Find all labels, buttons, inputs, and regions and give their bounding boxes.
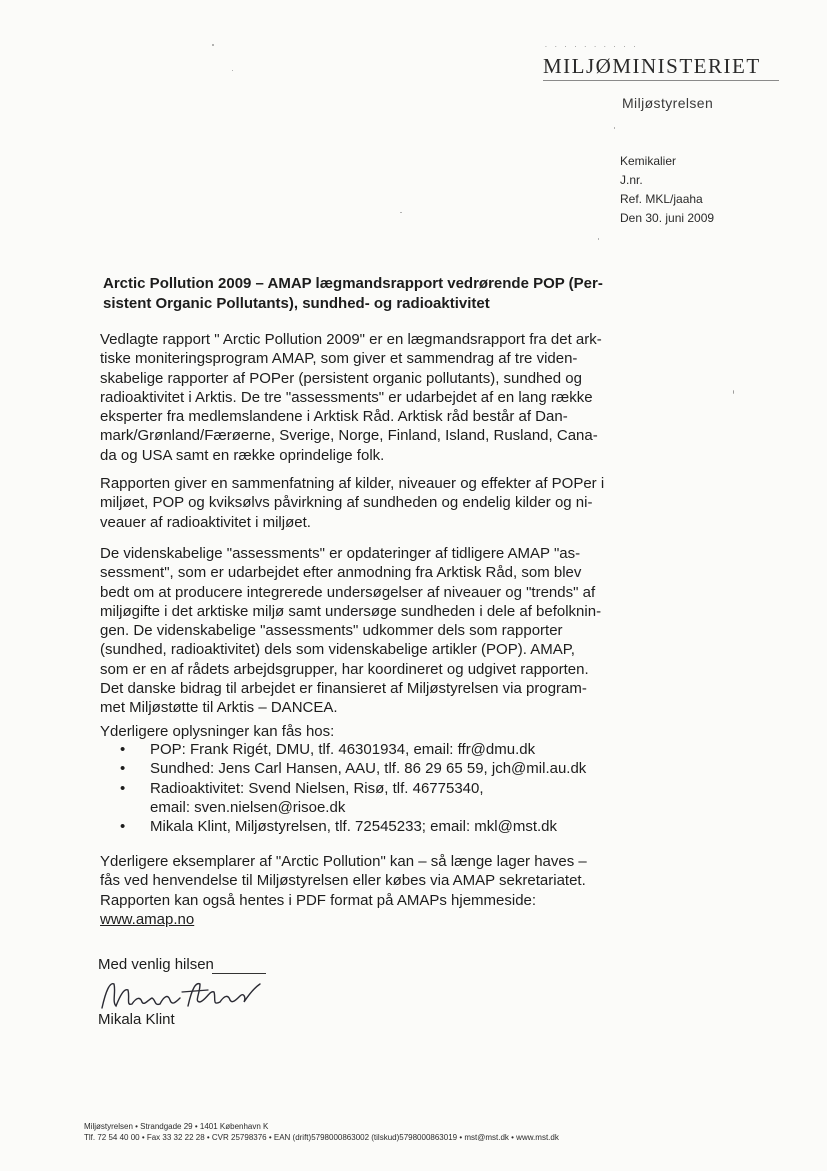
text-line: Rapporten kan også hentes i PDF format på AMAPs hjemmeside: — [100, 891, 537, 909]
text-line: veauer af radioaktivitet i miljøet. — [100, 513, 311, 531]
logo-rule — [543, 80, 779, 81]
paragraph-assessments — [100, 544, 652, 718]
list-item — [120, 759, 660, 778]
footer — [84, 1121, 559, 1143]
text-line: Det danske bidrag til arbejdet er finansieret af Miljøstyrelsen via program- — [100, 680, 587, 698]
signature-line — [212, 973, 266, 974]
text-line: tiske moniteringsprogram AMAP, som giver et sammendrag af tre viden- — [100, 350, 578, 368]
agency-name: Miljøstyrelsen — [622, 95, 714, 111]
contacts-intro: Yderligere oplysninger kan fås hos: — [100, 723, 335, 740]
department: Kemikalier — [620, 154, 677, 168]
text-line: (sundhed, radioaktivitet) dels som videnskabelige artikler (POP). AMAP, — [100, 641, 575, 659]
text-line: Mikala Klint, Miljøstyrelsen, tlf. 72545233; email: mkl@mst.dk — [150, 818, 558, 836]
title-line: sistent Organic Pollutants), sundhed- og radioaktivitet — [103, 295, 490, 312]
letter-title — [103, 274, 643, 314]
scan-speck — [598, 238, 599, 240]
title-line: Arctic Pollution 2009 – AMAP lægmandsrapport vedrørende POP (Per- — [103, 275, 603, 292]
text-line: bedt om at producere integrerede undersøgelser af niveauer og "trends" af — [100, 583, 596, 601]
text-line: mark/Grønland/Færøerne, Sverige, Norge, Finland, Island, Rusland, Cana- — [100, 427, 598, 445]
text-line: Vedlagte rapport " Arctic Pollution 2009" er en lægmandsrapport fra det ark- — [100, 331, 602, 348]
list-item — [120, 740, 660, 759]
text-line: Rapporten giver en sammenfatning af kilder, niveauer og effekter af POPer i — [100, 475, 605, 492]
paragraph-summary — [100, 474, 652, 532]
letter-date: Den 30. juni 2009 — [620, 211, 715, 225]
list-item — [120, 779, 660, 818]
bullet-icon: • — [120, 818, 126, 836]
text-line: De videnskabelige "assessments" er opdateringer af tidligere AMAP "as- — [100, 545, 581, 562]
bullet-icon: • — [120, 760, 126, 778]
footer-address: Miljøstyrelsen • Strandgade 29 • 1401 København K — [84, 1122, 269, 1131]
contact-list — [120, 740, 660, 836]
ministry-logo: MILJØMINISTERIET — [543, 54, 761, 78]
text-line: miljøet, POP og kviksølvs påvirkning af sundheden og endelig kilder og ni- — [100, 494, 593, 512]
reference: Ref. MKL/jaaha — [620, 192, 703, 206]
text-line: miljøgifte i det arktiske miljø samt undersøge sundheden i dele af befolknin- — [100, 602, 602, 620]
scan-speck — [400, 212, 402, 213]
text-line: da og USA samt en række oprindelige folk. — [100, 446, 385, 464]
text-line: POP: Frank Rigét, DMU, tlf. 46301934, email: ffr@dmu.dk — [150, 741, 536, 758]
website-link[interactable]: www.amap.no — [100, 910, 195, 928]
text-line: skabelige rapporter af POPer (persistent organic pollutants), sundhed og — [100, 369, 582, 387]
scan-speck — [614, 127, 615, 129]
paragraph-copies — [100, 852, 652, 929]
text-line: Radioaktivitet: Svend Nielsen, Risø, tlf. 46775340, — [150, 779, 484, 797]
signer-name: Mikala Klint — [98, 1011, 175, 1028]
scan-speck — [733, 390, 734, 394]
scan-speck — [232, 70, 233, 71]
journal-number: J.nr. — [620, 173, 643, 187]
paragraph-intro — [100, 330, 652, 465]
scan-speck — [212, 44, 214, 46]
text-line: radioaktivitet i Arktis. De tre "assessments" er udarbejdet af en lang række — [100, 388, 593, 406]
bullet-icon: • — [120, 779, 126, 797]
text-line: eksperter fra medlemslandene i Arktisk Råd. Arktisk råd består af Dan- — [100, 408, 568, 426]
text-line: gen. De videnskabelige "assessments" udkommer dels som rapporter — [100, 622, 563, 640]
reference-block — [620, 152, 714, 228]
text-line: met Miljøstøtte til Arktis – DANCEA. — [100, 699, 338, 717]
text-line: som er en af rådets arbejdsgrupper, har koordineret og udgivet rapporten. — [100, 660, 589, 678]
list-item — [120, 817, 660, 836]
logo-dots: · · · · · · · · · · — [545, 44, 639, 51]
footer-contact: Tlf. 72 54 40 00 • Fax 33 32 22 28 • CVR 25798376 • EAN (drift)5798000863002 (tilskud)5798000863019 • mst@mst.dk • www.mst.dk — [84, 1133, 559, 1142]
text-line: Sundhed: Jens Carl Hansen, AAU, tlf. 86 29 65 59, jch@mil.au.dk — [150, 760, 587, 778]
text-line: Yderligere eksemplarer af "Arctic Pollution" kan – så længe lager haves – — [100, 853, 587, 870]
closing-greeting: Med venlig hilsen — [98, 956, 214, 973]
text-line: fås ved henvendelse til Miljøstyrelsen eller købes via AMAP sekretariatet. — [100, 872, 586, 890]
bullet-icon: • — [120, 741, 126, 758]
text-line: email: sven.nielsen@risoe.dk — [150, 798, 346, 816]
text-line: sessment", som er udarbejdet efter anmodning fra Arktisk Råd, som blev — [100, 564, 582, 582]
